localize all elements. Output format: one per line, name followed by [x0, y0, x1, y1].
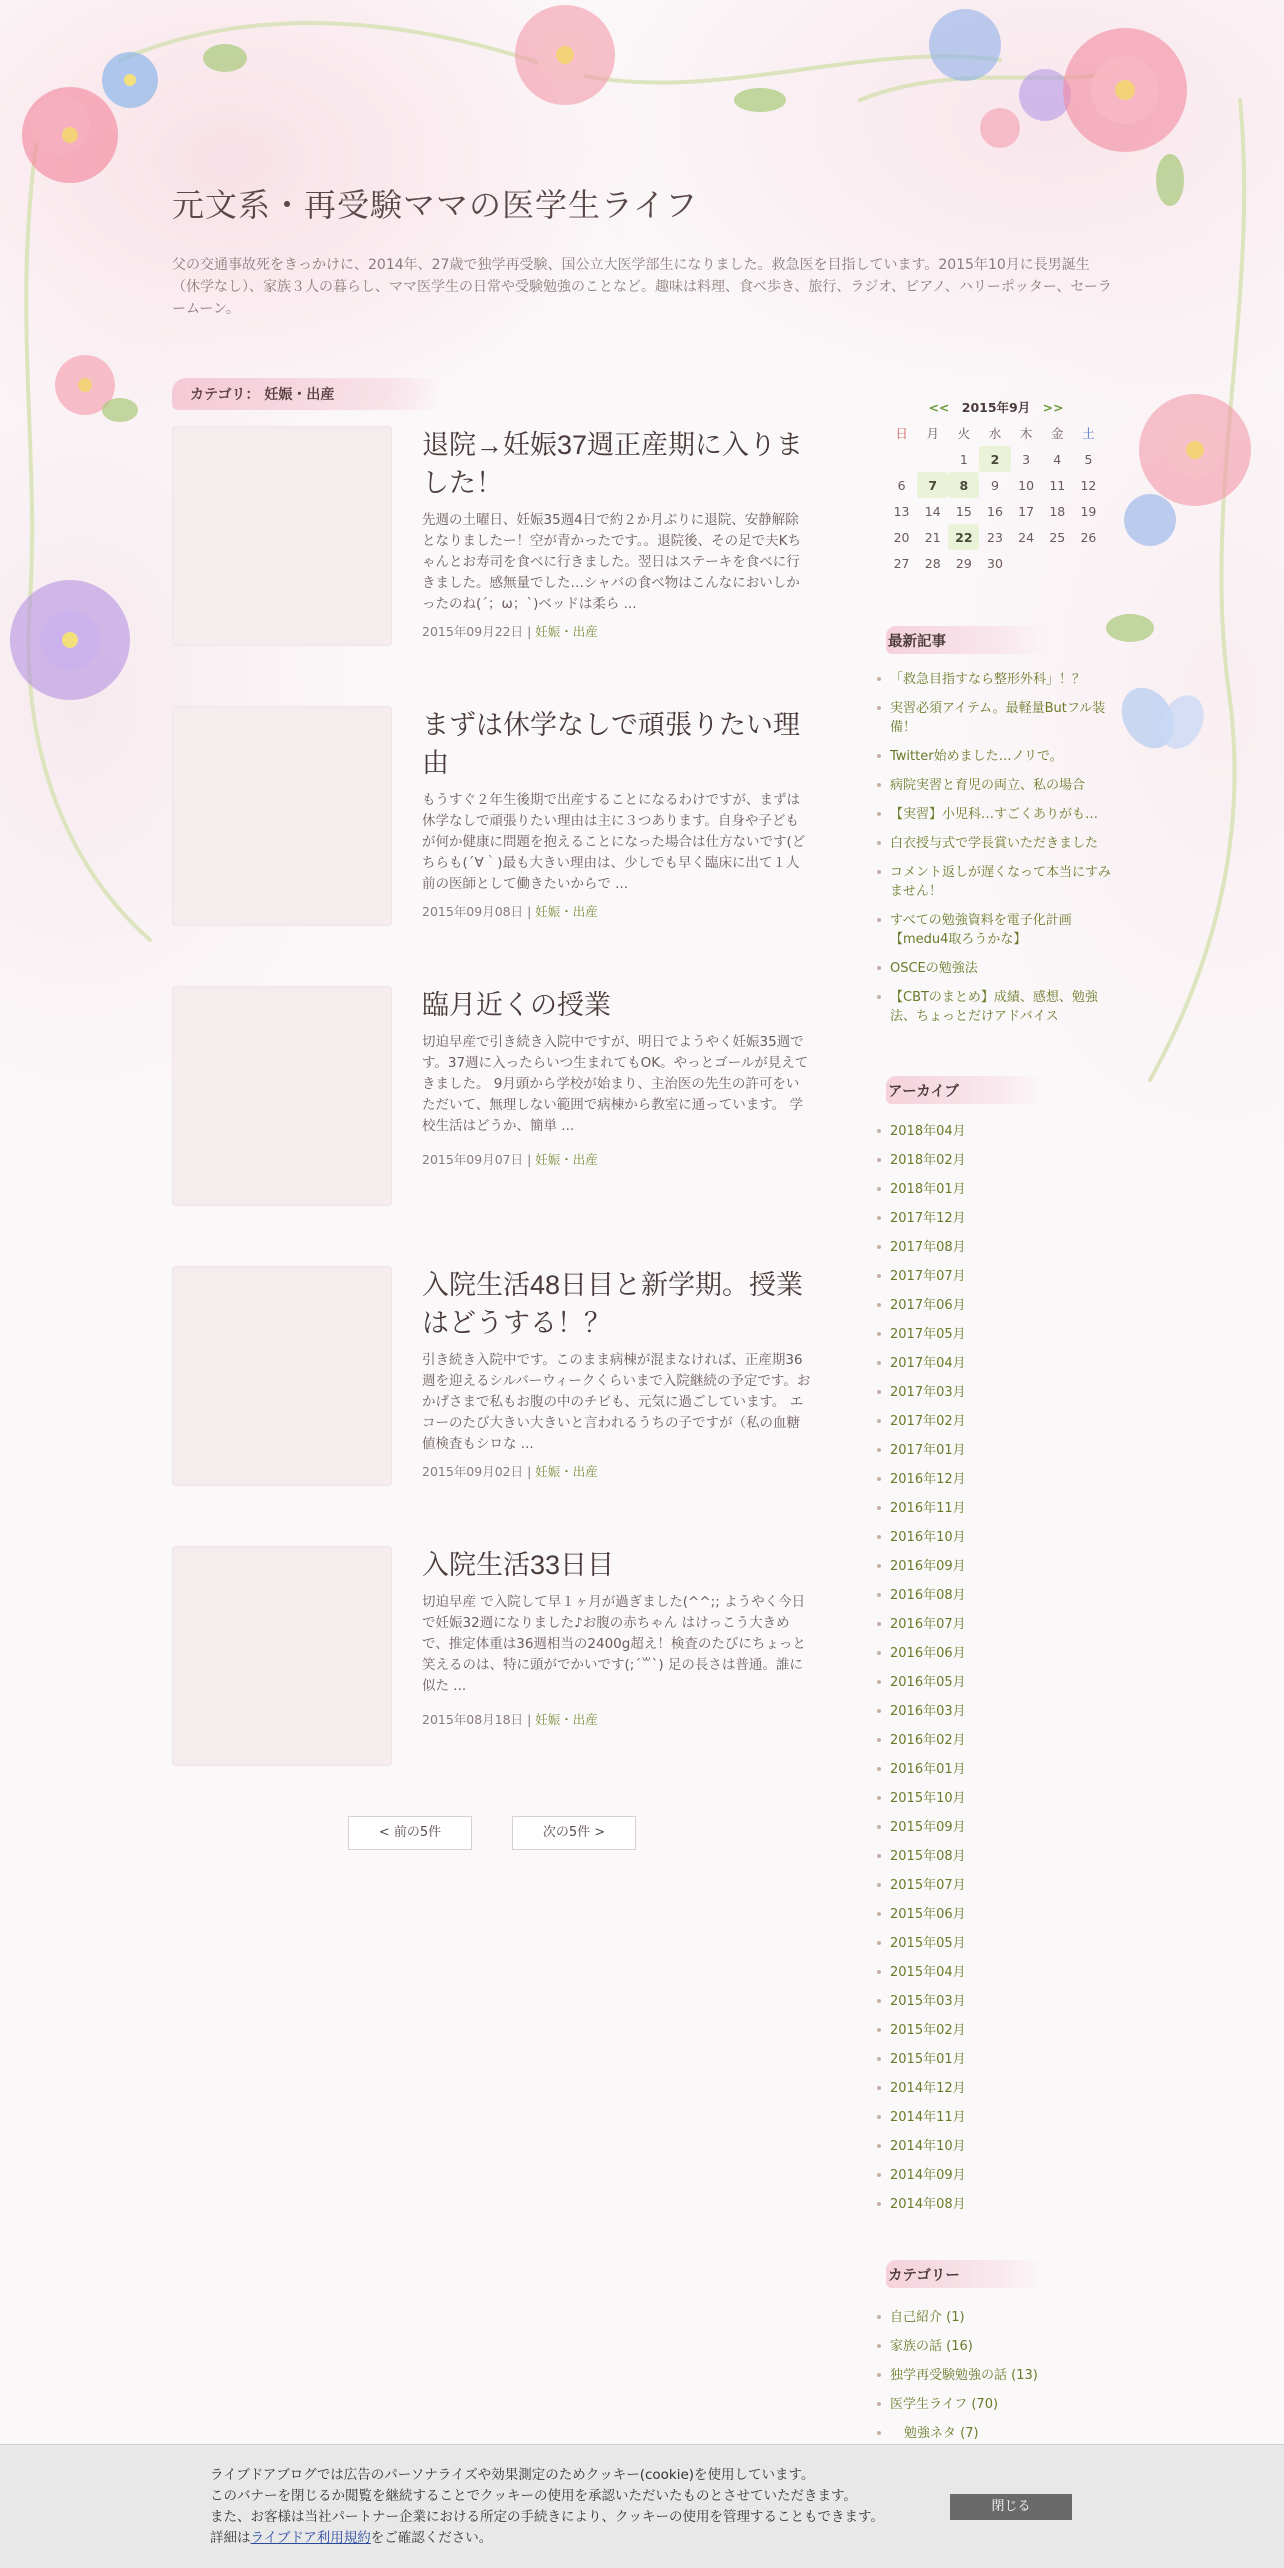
post-title[interactable]: 退院→妊娠37週正産期に入りました！ — [422, 430, 804, 498]
cookie-text-pre: 詳細は — [210, 2530, 251, 2546]
post-excerpt: 切迫早産で引き続き入院中ですが、明日でようやく妊娠35週です。37週に入ったらいつ生まれてもOK。やっとゴールが見えてきました。 9月頭から学校が始まり、主治医の先生の許可をいただいて、無理しない範囲で病棟から教室に通っています。 学校生活はどうか、簡単 ... — [422, 1034, 809, 1134]
recent-posts-heading: 最新記事 — [886, 626, 1046, 654]
cookie-line: ライブドアブログでは広告のパーソナライズや効果測定のためクッキー(cookie)を使用しています。 — [210, 2467, 815, 2483]
weekday-label: 土 — [1082, 426, 1095, 441]
archive-month-link[interactable]: 2017年03月 — [886, 1383, 1116, 1402]
post-thumbnail[interactable] — [172, 986, 392, 1206]
archive-month-link[interactable]: 2016年06月 — [886, 1644, 1116, 1663]
archive-month-link[interactable]: 2014年11月 — [886, 2108, 1116, 2127]
weekday-label: 木 — [1019, 426, 1033, 441]
recent-post-link[interactable]: OSCEの勉強法 — [886, 959, 1116, 978]
archive-month-link[interactable]: 2016年10月 — [886, 1528, 1116, 1547]
calendar-day: 26 — [1080, 529, 1097, 545]
post-title[interactable]: 入院生活48日目と新学期。授業はどうする！？ — [422, 1270, 804, 1338]
calendar-day: 9 — [991, 477, 999, 493]
calendar-week — [886, 524, 1104, 550]
weekday-label: 火 — [957, 426, 971, 441]
calendar-grid — [886, 420, 1104, 576]
post-item — [172, 426, 812, 646]
archive-month-link[interactable]: 2017年04月 — [886, 1354, 1116, 1373]
archive-month-link[interactable]: 2015年05月 — [886, 1934, 1116, 1953]
category-link[interactable]: 医学生ライフ (70) — [886, 2395, 1116, 2414]
recent-post-link[interactable]: 白衣授与式で学長賞いただきました — [886, 834, 1116, 853]
post-item — [172, 706, 812, 926]
calendar-day: 6 — [897, 477, 906, 493]
category-link[interactable]: 独学再受験勉強の話 (13) — [886, 2366, 1116, 2385]
post-meta — [422, 1462, 598, 1480]
recent-post-link[interactable]: 【CBTのまとめ】成績、感想、勉強法、ちょっとだけアドバイス — [886, 988, 1116, 1026]
post-item — [172, 1266, 812, 1486]
post-thumbnail[interactable] — [172, 706, 392, 926]
archive-month-link[interactable]: 2016年05月 — [886, 1673, 1116, 1692]
post-thumbnail[interactable] — [172, 1546, 392, 1766]
archive-month-link[interactable]: 2014年09月 — [886, 2166, 1116, 2185]
subcategory-link[interactable]: 勉強ネタ (7) — [886, 2424, 1116, 2443]
post-date: 2015年09月02日 — [422, 1464, 524, 1479]
post-meta — [422, 622, 598, 640]
calendar-day: 15 — [955, 503, 972, 519]
post-category-link[interactable]: 妊娠・出産 — [535, 1152, 598, 1167]
archive-month-link[interactable]: 2018年04月 — [886, 1122, 1116, 1141]
calendar-day: 25 — [1049, 529, 1066, 545]
meta-separator: | — [523, 1712, 536, 1727]
calendar-day: 18 — [1049, 503, 1066, 519]
calendar-day: 29 — [955, 555, 972, 571]
next-page-button[interactable]: 次の5件 > — [512, 1816, 636, 1850]
calendar-day[interactable]: 8 — [948, 472, 979, 498]
archive-month-link[interactable]: 2015年03月 — [886, 1992, 1116, 2011]
post-item — [172, 986, 812, 1206]
cookie-text-post: をご確認ください。 — [370, 2530, 493, 2546]
archive-month-link[interactable]: 2017年06月 — [886, 1296, 1116, 1315]
archive-month-link[interactable]: 2015年06月 — [886, 1905, 1116, 1924]
calendar-day: 20 — [893, 529, 910, 545]
site-title[interactable]: 元文系・再受験ママの医学生ライフ — [172, 187, 699, 223]
calendar-day: 21 — [924, 529, 941, 545]
calendar-day — [1011, 550, 1042, 576]
archive-month-link[interactable]: 2014年12月 — [886, 2079, 1116, 2098]
calendar-day: 28 — [924, 555, 941, 571]
weekday-label: 月 — [926, 426, 939, 441]
recent-post-link[interactable]: 実習必須アイテム。最軽量Butフル装備！ — [886, 699, 1116, 737]
archive-month-link[interactable]: 2016年07月 — [886, 1615, 1116, 1634]
calendar-next-link[interactable]: >> — [1042, 400, 1064, 415]
category-link[interactable]: 自己紹介 (1) — [886, 2308, 1116, 2327]
post-date: 2015年09月22日 — [422, 624, 524, 639]
archive-month-link[interactable]: 2016年08月 — [886, 1586, 1116, 1605]
meta-separator: | — [523, 904, 536, 919]
archive-month-link[interactable]: 2016年11月 — [886, 1499, 1116, 1518]
calendar-header — [886, 398, 1106, 420]
recent-post-link[interactable]: 「救急目指すなら整形外科」！？ — [886, 670, 1116, 689]
cookie-banner — [0, 2444, 1284, 2568]
calendar-day — [1042, 550, 1073, 576]
calendar-day — [917, 446, 948, 472]
post-category-link[interactable]: 妊娠・出産 — [535, 904, 598, 919]
calendar-month: 2015年9月 — [961, 400, 1031, 415]
post-category-link[interactable]: 妊娠・出産 — [535, 624, 598, 639]
calendar-widget — [886, 398, 1106, 576]
calendar-day: 10 — [1018, 477, 1035, 493]
archive-month-link[interactable]: 2015年01月 — [886, 2050, 1116, 2069]
calendar-week — [886, 498, 1104, 524]
terms-link[interactable]: ライブドア利用規約 — [250, 2530, 371, 2546]
post-date: 2015年08月18日 — [422, 1712, 524, 1727]
calendar-day: 5 — [1084, 451, 1093, 467]
post-title[interactable]: 臨月近くの授業 — [422, 990, 611, 1020]
post-thumbnail[interactable] — [172, 1266, 392, 1486]
calendar-day[interactable]: 7 — [917, 472, 948, 498]
calendar-week — [886, 550, 1104, 576]
archive-month-link[interactable]: 2014年08月 — [886, 2195, 1116, 2214]
calendar-day: 4 — [1053, 451, 1062, 467]
category-link[interactable]: 家族の話 (16) — [886, 2337, 1116, 2356]
weekday-label: 水 — [988, 426, 1002, 441]
post-meta — [422, 1710, 598, 1728]
archive-month-link[interactable]: 2015年04月 — [886, 1963, 1116, 1982]
categories-heading: カテゴリー — [886, 2260, 1046, 2288]
calendar-day: 19 — [1080, 503, 1097, 519]
cookie-line: また、お客様は当社パートナー企業における所定の手続きにより、クッキーの使用を管理することもできます。 — [210, 2509, 884, 2525]
archive-month-link[interactable]: 2016年03月 — [886, 1702, 1116, 1721]
calendar-day: 14 — [924, 503, 941, 519]
post-category-link[interactable]: 妊娠・出産 — [535, 1464, 598, 1479]
calendar-week — [886, 446, 1104, 472]
archive-month-link[interactable]: 2017年02月 — [886, 1412, 1116, 1431]
prev-page-button[interactable]: < 前の5件 — [348, 1816, 472, 1850]
archive-month-link[interactable]: 2017年01月 — [886, 1441, 1116, 1460]
weekday-label: 日 — [895, 426, 908, 441]
post-title[interactable]: 入院生活33日目 — [422, 1550, 615, 1580]
archive-month-link[interactable]: 2015年07月 — [886, 1876, 1116, 1895]
post-item — [172, 1546, 812, 1766]
archive-month-link[interactable]: 2014年10月 — [886, 2137, 1116, 2156]
recent-post-link[interactable]: Twitter始めました…ノリで。 — [886, 747, 1116, 766]
meta-separator: | — [523, 1152, 536, 1167]
post-excerpt: 先週の土曜日、妊娠35週4日で約２か月ぶりに退院、安静解除となりましたー！空が青かったです。。退院後、その足で夫Kちゃんとお寿司を食べに行きました。翌日はステーキを食べに行きました。感無量でした…シャバの食べ物はこんなにおいしかったのね(´；ω；`)ベッドは柔ら ... — [422, 512, 802, 612]
archive-month-link[interactable]: 2018年01月 — [886, 1180, 1116, 1199]
cookie-line — [210, 2528, 950, 2549]
calendar-day: 17 — [1018, 503, 1035, 519]
calendar-day[interactable]: 2 — [979, 446, 1010, 472]
calendar-day: 11 — [1049, 477, 1066, 493]
categories-list — [886, 2308, 1116, 2443]
archive-month-link[interactable]: 2017年05月 — [886, 1325, 1116, 1344]
post-excerpt: 切迫早産 で入院して早１ヶ月が過ぎました(^^;; ようやく今日で妊娠32週になりました♪お腹の赤ちゃん はけっこう大きめで、推定体重は36週相当の2400g超え！検査のたびにちょっと笑えるのは、特に頭がでかいです(;´꒳`) 足の長さは普通。誰に似た ... — [422, 1594, 806, 1694]
calendar-day: 27 — [893, 555, 910, 571]
calendar-day: 3 — [1022, 451, 1031, 467]
post-meta — [422, 1150, 598, 1168]
archive-heading: アーカイブ — [886, 1076, 1046, 1104]
post-excerpt: 引き続き入院中です。このまま病棟が混まなければ、正産期36週を迎えるシルバーウィークくらいまで入院継続の予定です。おかげさまで私もお腹の中のチビも、元気に過ごしています。 エコーのたび大きい大きいと言われるうちの子ですが（私の血糖値検査もシロな ... — [422, 1352, 811, 1452]
calendar-day: 12 — [1080, 477, 1097, 493]
calendar-day — [886, 446, 917, 472]
archive-month-link[interactable]: 2016年01月 — [886, 1760, 1116, 1779]
post-date: 2015年09月08日 — [422, 904, 524, 919]
calendar-day: 1 — [959, 451, 968, 467]
archive-month-link[interactable]: 2016年12月 — [886, 1470, 1116, 1489]
recent-posts-list — [886, 670, 1116, 1036]
recent-post-link[interactable]: すべての勉強資料を電子化計画【medu4取ろうかな】 — [886, 911, 1116, 949]
calendar-day[interactable]: 22 — [948, 524, 979, 550]
calendar-day: 16 — [987, 503, 1003, 519]
calendar-day: 24 — [1018, 529, 1035, 545]
archive-month-link[interactable]: 2015年08月 — [886, 1847, 1116, 1866]
archive-month-link[interactable]: 2017年07月 — [886, 1267, 1116, 1286]
category-heading: カテゴリ： 妊娠・出産 — [172, 378, 442, 410]
archive-list — [886, 1122, 1116, 2224]
archive-month-link[interactable]: 2015年10月 — [886, 1789, 1116, 1808]
weekday-label: 金 — [1051, 426, 1064, 441]
calendar-day: 30 — [987, 555, 1003, 571]
calendar-day: 13 — [893, 503, 910, 519]
recent-post-link[interactable]: コメント返しが遅くなって本当にすみません！ — [886, 863, 1116, 901]
cookie-line: このバナーを閉じるか閲覧を継続することでクッキーの使用を承認いただいたものとさせていただきます。 — [210, 2488, 857, 2504]
post-date: 2015年09月07日 — [422, 1152, 524, 1167]
archive-month-link[interactable]: 2016年09月 — [886, 1557, 1116, 1576]
post-category-link[interactable]: 妊娠・出産 — [535, 1712, 598, 1727]
archive-month-link[interactable]: 2016年02月 — [886, 1731, 1116, 1750]
recent-post-link[interactable]: 病院実習と育児の両立、私の場合 — [886, 776, 1116, 795]
post-meta — [422, 902, 598, 920]
calendar-week — [886, 472, 1104, 498]
archive-month-link[interactable]: 2017年12月 — [886, 1209, 1116, 1228]
cookie-close-button[interactable]: 閉じる — [950, 2494, 1072, 2520]
archive-month-link[interactable]: 2018年02月 — [886, 1151, 1116, 1170]
post-thumbnail[interactable] — [172, 426, 392, 646]
cookie-message — [210, 2465, 950, 2549]
meta-separator: | — [523, 624, 536, 639]
archive-month-link[interactable]: 2017年08月 — [886, 1238, 1116, 1257]
post-excerpt: もうすぐ２年生後期で出産することになるわけですが、まずは休学なしで頑張りたい理由は主に３つあります。自身や子どもが何か健康に問題を抱えることになった場合は仕方ないです(どちらも(´∀｀)最も大きい理由は、少しでも早く臨床に出て１人前の医師として働きたいからで ... — [422, 792, 806, 892]
archive-month-link[interactable]: 2015年02月 — [886, 2021, 1116, 2040]
meta-separator: | — [523, 1464, 536, 1479]
calendar-day: 23 — [987, 529, 1003, 545]
site-description: 父の交通事故死をきっかけに、2014年、27歳で独学再受験、国公立大医学部生になりました。救急医を目指しています。2015年10月に長男誕生（休学なし）、家族３人の暮らし、ママ医学生の日常や受験勉強のことなど。趣味は料理、食べ歩き、旅行、ラジオ、ピアノ、ハリーポッター、セーラームーン。 — [172, 257, 1112, 317]
recent-post-link[interactable]: 【実習】小児科…すごくありがも… — [886, 805, 1116, 824]
archive-month-link[interactable]: 2015年09月 — [886, 1818, 1116, 1837]
calendar-day — [1073, 550, 1104, 576]
post-title[interactable]: まずは休学なしで頑張りたい理由 — [422, 710, 800, 778]
calendar-prev-link[interactable]: << — [928, 400, 950, 415]
